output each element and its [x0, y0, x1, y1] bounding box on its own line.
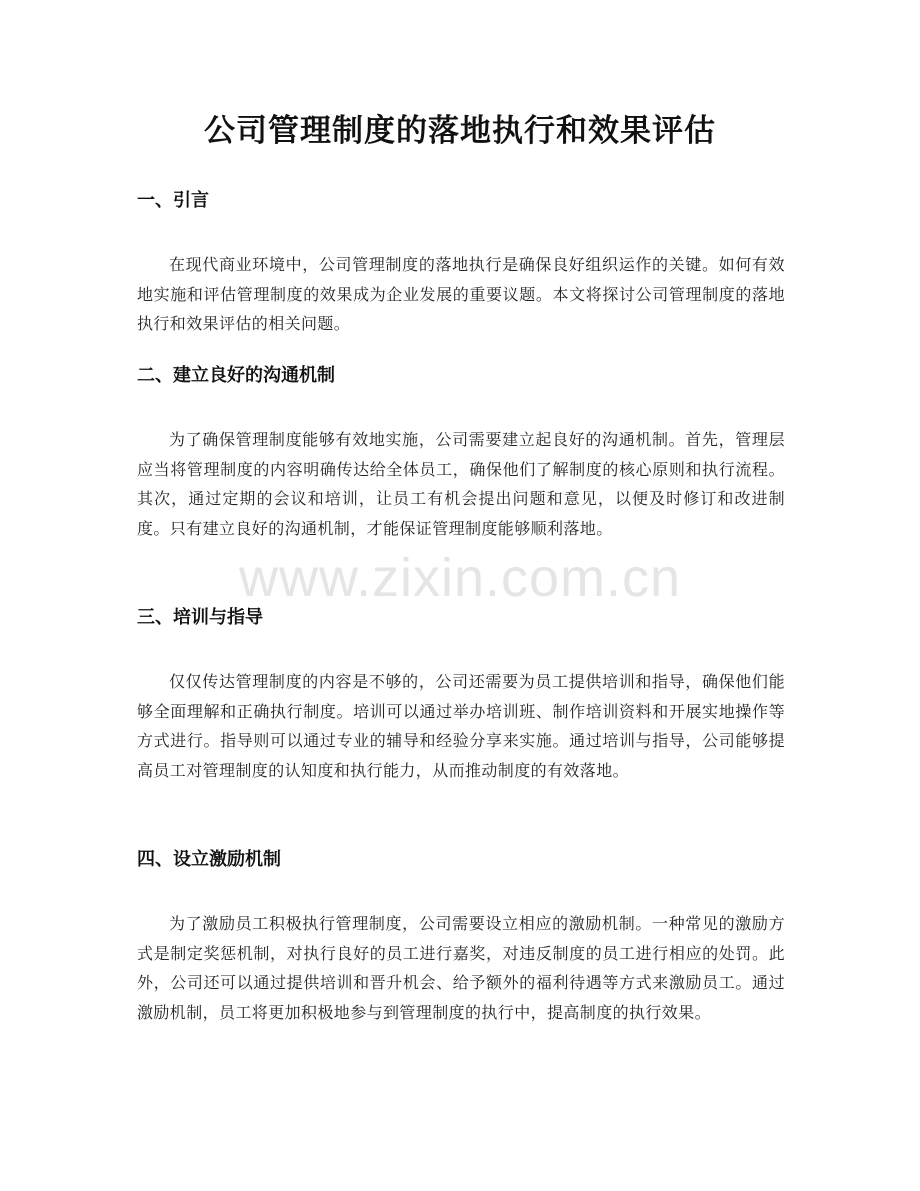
- section-introduction: [137, 187, 785, 339]
- document-title: 公司管理制度的落地执行和效果评估: [204, 113, 716, 149]
- section-paragraph: 仅仅传达管理制度的内容是不够的，公司还需要为员工提供培训和指导，确保他们能够全面理解和正确执行制度。培训可以通过举办培训班、制作培训资料和开展实地操作等方式进行。指导则可以通过专业的辅导和经验分享来实施。通过培训与指导，公司能够提高员工对管理制度的认知度和执行能力，从而推动制度的有效落地。: [137, 672, 785, 780]
- section-heading: 四、设立激励机制: [137, 849, 281, 870]
- section-paragraph: 为了激励员工积极执行管理制度，公司需要设立相应的激励机制。一种常见的激励方式是制定奖惩机制，对执行良好的员工进行嘉奖，对违反制度的员工进行相应的处罚。此外，公司还可以通过提供培训和晋升机会、给予额外的福利待遇等方式来激励员工。通过激励机制，员工将更加积极地参与到管理制度的执行中，提高制度的执行效果。: [137, 914, 785, 1022]
- section-heading: 三、培训与指导: [137, 607, 263, 628]
- section-heading: 二、建立良好的沟通机制: [137, 365, 335, 386]
- section-incentives: [137, 846, 785, 1027]
- section-heading: 一、引言: [137, 190, 209, 211]
- watermark: www.zixin.com.cn: [238, 548, 682, 608]
- section-paragraph: 在现代商业环境中，公司管理制度的落地执行是确保良好组织运作的关键。如何有效地实施和评估管理制度的效果成为企业发展的重要议题。本文将探讨公司管理制度的落地执行和效果评估的相关问题。: [137, 255, 785, 333]
- section-paragraph: 为了确保管理制度能够有效地实施，公司需要建立起良好的沟通机制。首先，管理层应当将管理制度的内容明确传达给全体员工，确保他们了解制度的核心原则和执行流程。其次，通过定期的会议和培训，让员工有机会提出问题和意见，以便及时修订和改进制度。只有建立良好的沟通机制，才能保证管理制度能够顺利落地。: [137, 430, 785, 538]
- section-communication: [137, 362, 785, 543]
- section-training: [137, 604, 785, 785]
